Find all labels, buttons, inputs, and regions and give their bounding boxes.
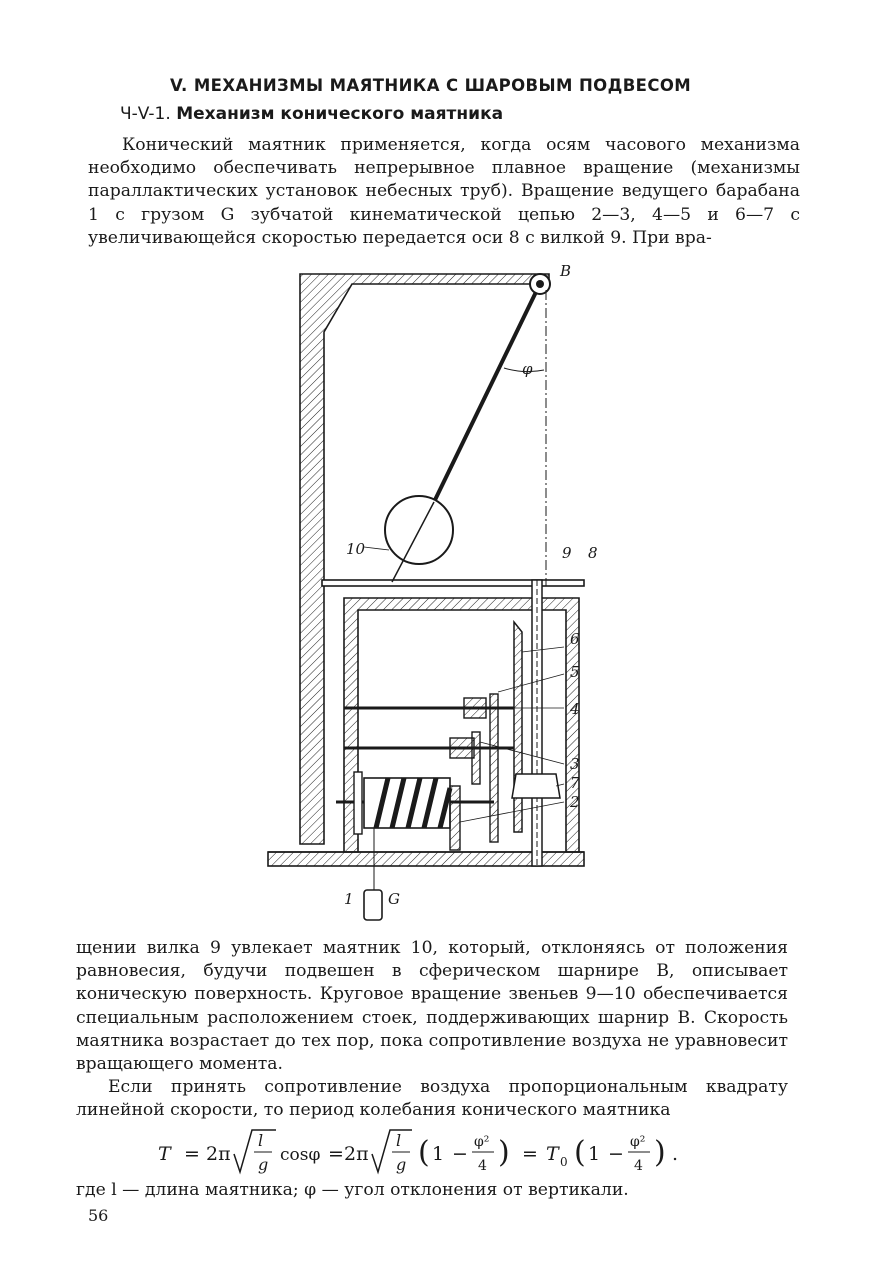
formula-eq-2: = — [328, 1143, 344, 1165]
drum-1 — [354, 772, 460, 850]
formula-minus-1: − — [452, 1143, 468, 1165]
section-title: V. МЕХАНИЗМЫ МАЯТНИКА С ШАРОВЫМ ПОДВЕСОМ — [170, 76, 692, 95]
formula-where-clause: где l — длина маятника; φ — угол отклонения от вертикали. — [76, 1180, 629, 1200]
svg-text:): ) — [654, 1135, 666, 1170]
subsection-number: Ч-V-1. — [120, 104, 171, 124]
label-9: 9 — [562, 544, 572, 562]
label-1: 1 — [344, 890, 354, 908]
formula-g-2: g — [396, 1155, 407, 1174]
page-number: 56 — [88, 1206, 109, 1225]
formula-two-pi-2: 2π — [344, 1143, 369, 1165]
label-10: 10 — [346, 540, 366, 558]
formula-cos: cosφ — [280, 1145, 321, 1165]
pendulum-10 — [385, 292, 544, 582]
label-5: 5 — [570, 663, 580, 681]
label-phi: φ — [522, 360, 533, 378]
formula-minus-2: − — [608, 1143, 624, 1165]
formula-four-2: 4 — [634, 1158, 643, 1174]
formula-one-2: 1 — [588, 1143, 601, 1165]
formula-one-1: 1 — [432, 1143, 445, 1165]
label-3: 3 — [570, 755, 580, 773]
formula-period: . — [672, 1143, 679, 1165]
svg-text:): ) — [498, 1135, 510, 1170]
spherical-hinge-b — [530, 274, 550, 586]
label-7: 7 — [570, 774, 580, 792]
formula-phi2-1: φ² — [474, 1134, 490, 1150]
paragraph-2: щении вилка 9 увлекает маятник 10, который, отклоняясь от положения равновесия, будучи подвешен в сферическом шарнире B, описывает коническую поверхность. Круговое вращение звеньев 9—10 обеспечивается специальным расположением стоек, поддерживающих шарнир B. Скорость маятника возрастает до тех пор, пока сопротивление воздуха не уравновесит вращающего момента. — [76, 938, 788, 1075]
formula-t: T — [158, 1143, 171, 1165]
label-8: 8 — [588, 544, 598, 562]
formula-two-pi-1: 2π — [206, 1143, 231, 1165]
paragraph-1: Конический маятник применяется, когда осям часового механизма необходимо обеспечивать непрерывное плавное вращение (механизмы параллактических установок небесных труб). Вращение ведущего барабана 1 с грузом G зубчатой кинематической цепью 2—3, 4—5 и 6—7 с увеличивающейся скоростью передается оси 8 с вилкой 9. При вра- — [88, 135, 800, 248]
subsection-title: Механизм конического маятника — [176, 104, 504, 124]
period-formula — [150, 1122, 710, 1182]
label-b: B — [560, 262, 572, 280]
label-g: G — [388, 890, 400, 908]
conical-pendulum-figure — [264, 262, 598, 922]
formula-l-2: l — [396, 1131, 402, 1150]
axle-8 — [532, 580, 542, 866]
weight-g — [364, 828, 382, 920]
label-4: 4 — [570, 700, 580, 718]
formula-l-1: l — [258, 1131, 264, 1150]
svg-text:(: ( — [418, 1135, 430, 1170]
formula-phi2-2: φ² — [630, 1134, 646, 1150]
svg-text:(: ( — [574, 1135, 586, 1170]
formula-g-1: g — [258, 1155, 269, 1174]
subsection-heading — [120, 104, 720, 124]
label-2: 2 — [570, 793, 580, 811]
bevel-gear-7 — [512, 774, 560, 798]
formula-t0: T — [546, 1143, 559, 1165]
gear-6 — [514, 622, 522, 832]
formula-four-1: 4 — [478, 1158, 487, 1174]
paragraph-3: Если принять сопротивление воздуха пропорциональным квадрату линейной скорости, то период колебания конического маятника — [76, 1077, 788, 1121]
formula-eq-1: = — [184, 1143, 200, 1165]
formula-t0-sub: 0 — [560, 1155, 568, 1169]
label-6: 6 — [570, 630, 580, 648]
formula-eq-3: = — [522, 1143, 538, 1165]
